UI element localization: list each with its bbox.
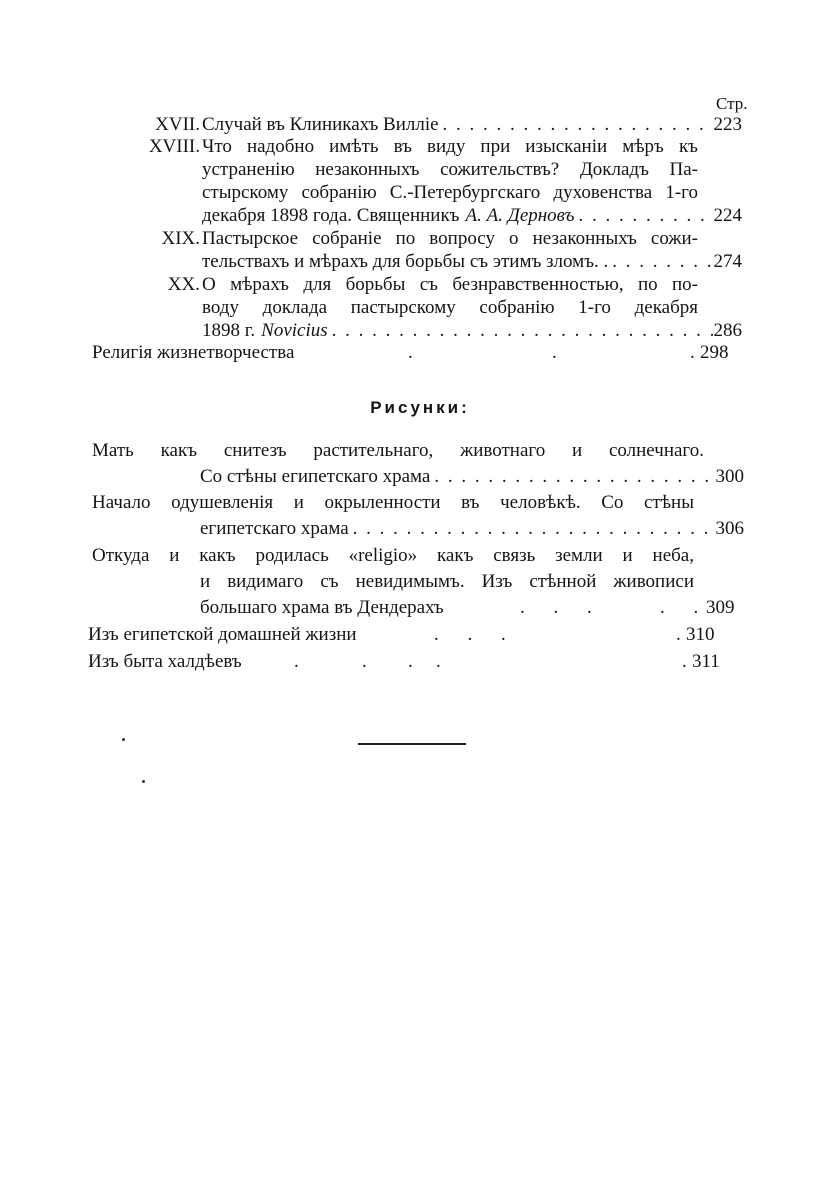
toc-entry-author: Novicius [261, 320, 328, 341]
leader-dots: . [552, 342, 557, 363]
toc-entry-line [202, 251, 742, 273]
toc-entry-title: 1898 г. [202, 320, 256, 341]
leader-dots: . [436, 651, 441, 672]
leader-dots: . [408, 342, 413, 363]
toc-entry-line: Что надобно имѣть въ виду при изысканiи мѣръ къ [202, 136, 698, 157]
toc-entry-line [202, 114, 742, 136]
toc-entry-page: 224 [713, 205, 742, 226]
figure-entry-title: египетскаго храма [200, 518, 349, 539]
figure-entry-title: Изъ быта халдѣевъ [88, 651, 242, 672]
figure-entry-page: 306 [715, 518, 744, 539]
leader-dots: . . [660, 597, 711, 618]
figure-entry-line: Мать какъ снитезъ растительнаго, животнаго и солнечнаго. [92, 440, 704, 461]
toc-entry-author: А. А. Дерновъ [465, 205, 575, 226]
toc-entry-title: декабря 1898 года. Священникъ [202, 205, 460, 226]
figure-entry-title: Изъ египетской домашней жизни [88, 624, 357, 645]
end-rule [358, 743, 466, 745]
toc-entry-number: XX. [167, 274, 200, 295]
section-title: Рисунки: [370, 398, 470, 417]
figure-entry-line: Откуда и какъ родилась «religio» какъ связь земли и неба, [92, 545, 694, 566]
print-speck [122, 738, 125, 741]
leader-dots: . [690, 342, 695, 363]
toc-entry-title: Случай въ Клиникахъ Виллie [202, 114, 439, 135]
leader-dots [328, 320, 714, 342]
toc-entry-line: воду доклада пастырскому собранiю 1-го декабря [202, 297, 698, 318]
leader-dots: . [408, 651, 413, 672]
figure-entry-page: 309 [706, 597, 735, 618]
toc-entry-line: О мѣрахъ для борьбы съ безнравственностью, по по- [202, 274, 698, 295]
leader-dots: . [294, 651, 299, 672]
leader-dots: . [676, 624, 681, 645]
leader-dots: . [682, 651, 687, 672]
toc-entry-number: XVIII. [148, 136, 200, 157]
toc-entry-line: устраненiю незаконныхъ сожительствъ? Докладъ Па- [202, 159, 698, 180]
leader-dots [349, 518, 716, 540]
figure-entry-line [200, 518, 744, 540]
figure-entry-title: большаго храма въ Дендерахъ [200, 597, 444, 618]
leader-dots [608, 251, 713, 273]
figure-entry-page: 310 [686, 624, 715, 645]
toc-entry-page: 274 [713, 251, 742, 272]
toc-entry-number: XIX. [161, 228, 200, 249]
toc-entry-line: Пастырское собранiе по вопросу о незаконныхъ сожи- [202, 228, 698, 249]
figure-entry-line: и видимаго съ невидимымъ. Изъ стѣнной живописи [200, 571, 694, 592]
figure-entry-line [200, 466, 744, 488]
leader-dots [439, 114, 714, 136]
leader-dots: . [362, 651, 367, 672]
toc-entry-page: 298 [700, 342, 729, 363]
toc-entry-line: стырскому собранiю С.-Петербургскаго духовенства 1-го [202, 182, 698, 203]
toc-entry-page: 286 [713, 320, 742, 341]
toc-entry-line [202, 320, 742, 342]
print-speck [142, 780, 145, 783]
toc-entry-number: XVII. [155, 114, 200, 135]
leader-dots [575, 205, 714, 227]
toc-entry-title: Религiя жизнетворчества [92, 342, 295, 363]
page-column-header: Стр. [716, 94, 748, 113]
figure-entry-page: 311 [692, 651, 720, 672]
figure-entry-line: Начало одушевленiя и окрыленности въ человѣкѣ. Со стѣны [92, 492, 694, 513]
toc-entry-page: 223 [713, 114, 742, 135]
figure-entry-page: 300 [715, 466, 744, 487]
figure-entry-title: Со стѣны египетскаго храма [200, 466, 431, 487]
toc-entry-line [202, 205, 742, 227]
leader-dots: . . . [434, 624, 518, 645]
leader-dots: . . . [520, 597, 604, 618]
leader-dots [430, 466, 715, 488]
toc-entry-title: тельствахъ и мѣрахъ для борьбы съ этимъ зломъ. . [202, 251, 609, 272]
